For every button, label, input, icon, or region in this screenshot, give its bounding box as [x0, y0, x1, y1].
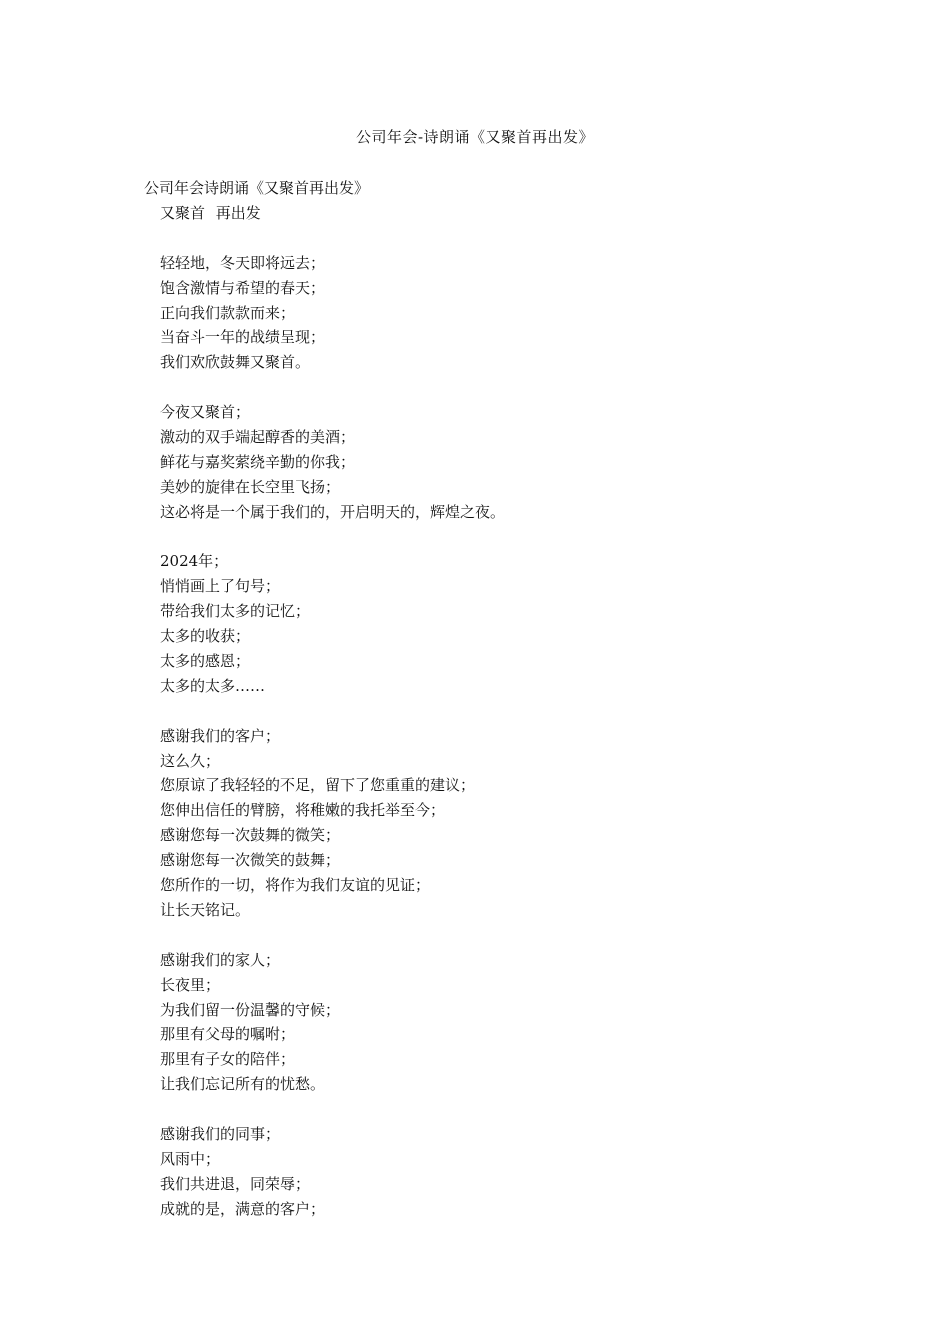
blank-line: [160, 227, 505, 252]
poem-line: 鲜花与嘉奖萦绕辛勤的你我；: [160, 452, 356, 471]
poem-line: 美妙的旋律在长空里飞扬；: [160, 477, 341, 496]
stanza-5: [160, 949, 505, 1098]
poem-line: 感谢我们的家人；: [160, 950, 281, 969]
poem-line: 我们共进退，同荣辱；: [160, 1174, 311, 1193]
poem-line: 悄悄画上了句号；: [160, 577, 281, 596]
poem-line: 成就的是，满意的客户；: [160, 1199, 326, 1218]
poem-line: 让我们忘记所有的忧愁。: [160, 1075, 326, 1094]
stanza-1: [160, 252, 505, 376]
page-title: 公司年会-诗朗诵《又聚首再出发》: [355, 128, 595, 146]
poem-line: 我们欢欣鼓舞又聚首。: [160, 353, 311, 372]
poem-line: 今夜又聚首；: [160, 403, 251, 422]
document-heading: 公司年会诗朗诵《又聚首再出发》: [144, 179, 370, 197]
poem-line: 感谢您每一次微笑的鼓舞；: [160, 851, 341, 870]
poem-line: 您伸出信任的臂膀，将稚嫩的我托举至今；: [160, 801, 446, 820]
poem-line: 太多的收获；: [160, 627, 251, 646]
poem-line: 让长天铭记。: [160, 900, 251, 919]
poem-line: 那里有子女的陪伴；: [160, 1050, 296, 1069]
poem-line: 您所作的一切，将作为我们友谊的见证；: [160, 876, 431, 895]
stanza-4: [160, 725, 505, 924]
poem-subtitle: 又聚首 再出发: [160, 204, 261, 222]
poem-line: 风雨中；: [160, 1149, 221, 1168]
poem-line: 为我们留一份温馨的守候；: [160, 1000, 341, 1019]
poem-line: 太多的感恩；: [160, 652, 251, 671]
blank-line: [160, 924, 505, 949]
blank-line: [160, 1098, 505, 1123]
poem-line: 您原谅了我轻轻的不足，留下了您重重的建议；: [160, 776, 476, 795]
poem-line: 轻轻地，冬天即将远去；: [160, 253, 326, 272]
blank-line: [160, 526, 505, 551]
poem-line: 2024年；: [160, 552, 229, 571]
poem-line: 饱含激情与希望的春天；: [160, 278, 326, 297]
poem-line: 感谢我们的客户；: [160, 726, 281, 745]
poem-line: 正向我们款款而来；: [160, 303, 296, 322]
poem-line: 激动的双手端起醇香的美酒；: [160, 428, 356, 447]
poem-line: 这么久；: [160, 751, 221, 770]
poem-line: 感谢我们的同事；: [160, 1124, 281, 1143]
poem-line: 当奋斗一年的战绩呈现；: [160, 328, 326, 347]
stanza-6: [160, 1123, 505, 1223]
blank-line: [160, 700, 505, 725]
poem-line: 太多的太多……: [160, 676, 266, 695]
poem-line: 感谢您每一次鼓舞的微笑；: [160, 826, 341, 845]
stanza-2: [160, 401, 505, 525]
poem-line: 带给我们太多的记忆；: [160, 602, 311, 621]
stanza-3: [160, 550, 505, 699]
poem-line: 那里有父母的嘱咐；: [160, 1025, 296, 1044]
poem-body: [160, 202, 505, 1223]
poem-line: 长夜里；: [160, 975, 221, 994]
poem-line: 这必将是一个属于我们的，开启明天的，辉煌之夜。: [160, 502, 506, 521]
blank-line: [160, 376, 505, 401]
